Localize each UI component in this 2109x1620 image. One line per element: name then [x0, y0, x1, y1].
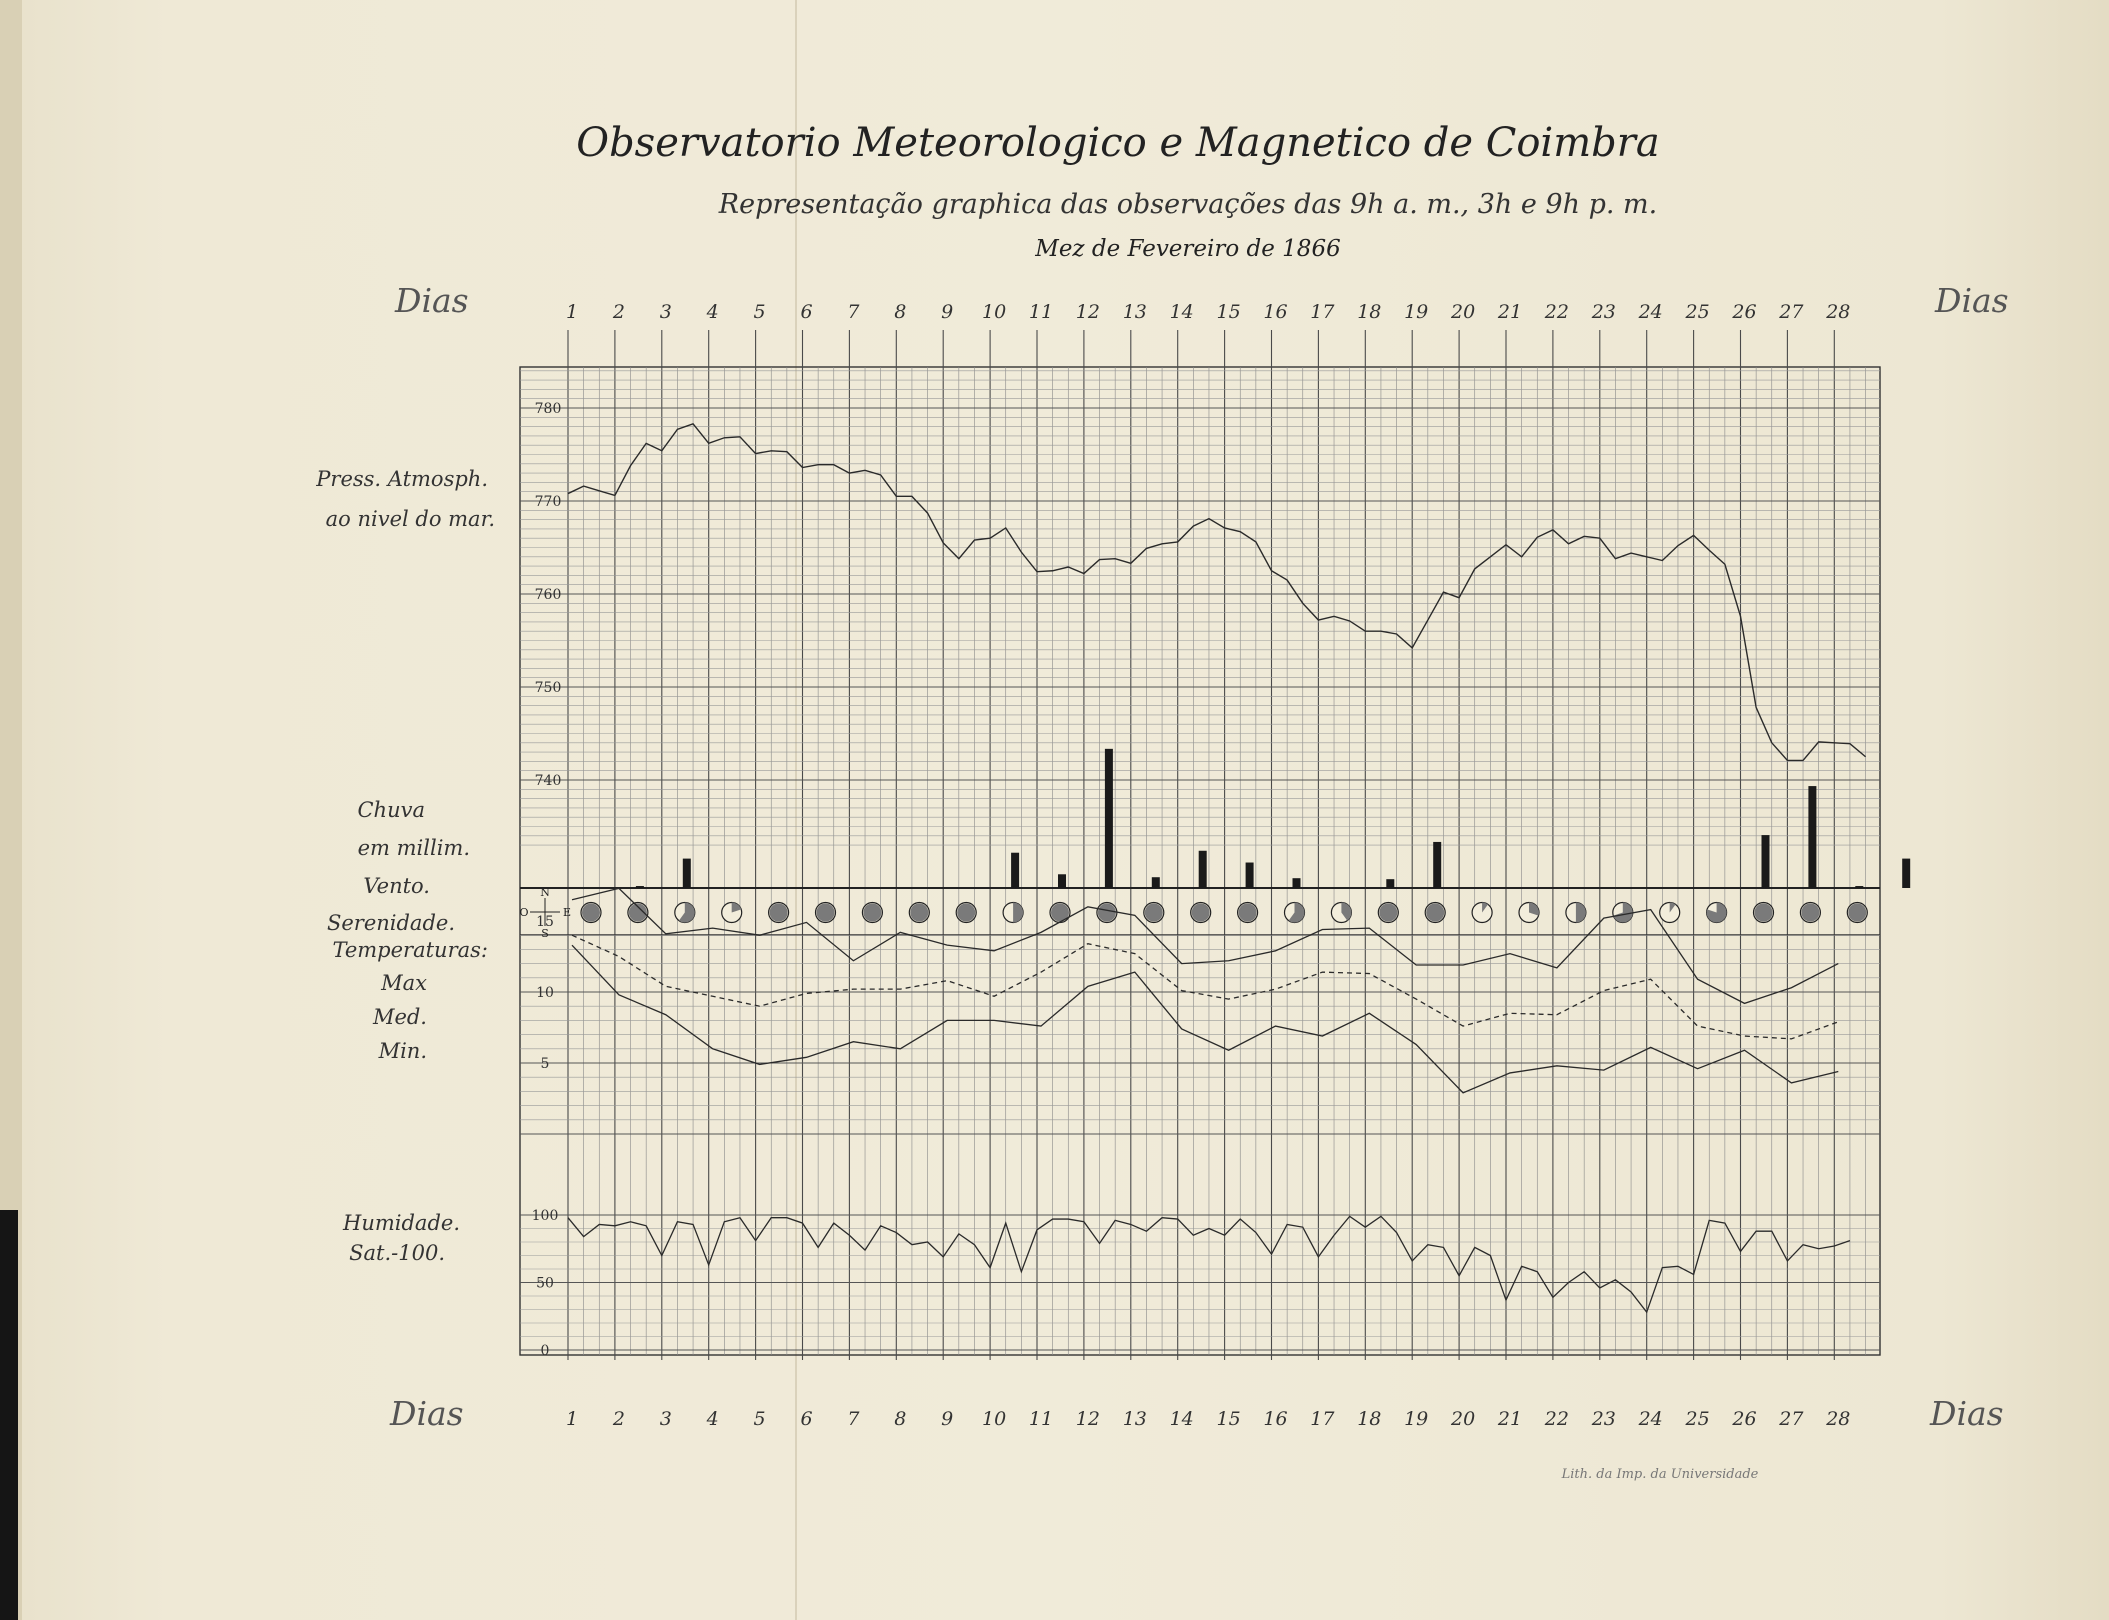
day-label-bottom: 18	[1357, 1408, 1382, 1430]
day-label-top: 3	[659, 301, 672, 323]
day-label-top: 26	[1732, 301, 1757, 323]
serenity-symbol	[1800, 903, 1820, 923]
serenity-symbol	[1847, 903, 1867, 923]
serenity-symbol	[816, 903, 836, 923]
day-label-top: 1	[565, 301, 579, 323]
day-label-top: 28	[1826, 301, 1851, 323]
day-label-top: 12	[1075, 301, 1100, 323]
humidity-label-2: Sat.-100.	[349, 1241, 445, 1265]
serenity-symbol	[1331, 903, 1351, 923]
day-label-top: 24	[1638, 301, 1663, 323]
serenity-fill	[910, 904, 928, 922]
day-labels-top	[566, 301, 1850, 323]
day-label-bottom: 11	[1028, 1408, 1054, 1430]
serenity-symbol	[675, 903, 695, 923]
temp-max-label: Max	[381, 971, 427, 995]
day-label-top: 15	[1216, 301, 1241, 323]
serenity-fill	[1848, 904, 1866, 922]
day-label-bottom: 16	[1263, 1408, 1288, 1430]
day-label-bottom: 23	[1591, 1408, 1616, 1430]
serenity-symbol	[1660, 903, 1680, 923]
day-label-top: 20	[1451, 301, 1476, 323]
chart-title: Observatorio Meteorologico e Magnetico de Coimbra	[576, 120, 1660, 166]
serenity-symbol	[909, 903, 929, 923]
day-label-bottom: 17	[1310, 1408, 1335, 1430]
compass-e: E	[562, 906, 572, 919]
day-label-top: 14	[1169, 301, 1194, 323]
temperature-line-min	[572, 945, 1838, 1093]
lithographer-credit: Lith. da Imp. da Universidade	[1561, 1467, 1759, 1482]
pressure-tick: 780	[534, 401, 562, 417]
serenity-symbol	[1097, 903, 1117, 923]
rain-bar	[1058, 874, 1066, 888]
day-label-top: 22	[1544, 301, 1569, 323]
day-label-top: 27	[1779, 301, 1804, 323]
serenity-fill	[1098, 904, 1116, 922]
day-label-top: 9	[941, 301, 954, 323]
day-label-top: 17	[1310, 301, 1335, 323]
temperature-line-med	[572, 935, 1838, 1039]
day-label-bottom: 7	[847, 1408, 860, 1430]
rain-bar	[1152, 877, 1160, 888]
serenity-symbol	[1144, 903, 1164, 923]
pressure-label-2: ao nivel do mar.	[325, 507, 495, 531]
serenity-fill	[1192, 904, 1210, 922]
serenity-label: Serenidade.	[326, 911, 455, 935]
day-label-bottom: 6	[800, 1408, 813, 1430]
pressure-series	[568, 424, 1866, 761]
serenity-symbol	[1472, 903, 1492, 923]
pressure-label-1: Press. Atmosph.	[316, 467, 488, 491]
serenity-symbol	[1378, 903, 1398, 923]
serenity-symbol	[1613, 903, 1633, 923]
day-label-bottom: 5	[753, 1408, 766, 1430]
rain-bar	[1011, 853, 1019, 888]
serenity-symbol	[1566, 903, 1586, 923]
compass-s: S	[541, 927, 549, 940]
serenity-symbol	[1003, 903, 1023, 923]
day-label-bottom: 19	[1404, 1408, 1429, 1430]
serenity-fill	[1145, 904, 1163, 922]
day-label-top: 4	[706, 301, 719, 323]
temp-min-label: Min.	[378, 1039, 427, 1063]
serenity-symbol	[1050, 903, 1070, 923]
pressure-axis-ticks	[535, 401, 562, 789]
rain-bar	[1855, 886, 1863, 888]
day-label-top: 25	[1685, 301, 1710, 323]
serenity-fill	[1239, 904, 1257, 922]
serenity-fill	[1379, 904, 1397, 922]
pressure-tick: 750	[534, 680, 562, 696]
humidity-tick: 100	[531, 1208, 559, 1224]
rain-bar	[1386, 879, 1394, 888]
rain-bar	[1105, 749, 1113, 888]
day-label-top: 2	[612, 301, 625, 323]
rain-bar	[1762, 835, 1770, 888]
humidity-label-1: Humidade.	[343, 1211, 460, 1235]
rain-label-2: em millim.	[357, 836, 470, 860]
day-label-bottom: 24	[1638, 1408, 1663, 1430]
temperature-tick: 10	[536, 985, 554, 1001]
days-word-bottom-left: Dias	[390, 1394, 464, 1433]
days-word-bottom-right: Dias	[1930, 1394, 2004, 1433]
day-label-bottom: 3	[659, 1408, 672, 1430]
serenity-symbol	[956, 903, 976, 923]
day-label-top: 23	[1591, 301, 1616, 323]
pressure-tick: 770	[534, 494, 562, 510]
day-label-bottom: 15	[1216, 1408, 1241, 1430]
serenity-fill	[957, 904, 975, 922]
serenity-symbol	[1425, 903, 1445, 923]
day-label-top: 11	[1028, 301, 1054, 323]
rain-bar	[1902, 859, 1910, 888]
day-label-bottom: 25	[1685, 1408, 1710, 1430]
serenity-fill	[1426, 904, 1444, 922]
day-label-top: 7	[847, 301, 860, 323]
serenity-symbol	[1238, 903, 1258, 923]
day-label-top: 5	[753, 301, 766, 323]
pressure-tick: 760	[534, 587, 562, 603]
serenity-symbol	[722, 903, 742, 923]
serenity-fill	[863, 904, 881, 922]
day-labels-bottom	[566, 1408, 1850, 1430]
temp-med-label: Med.	[372, 1005, 427, 1029]
rain-bar	[1293, 878, 1301, 888]
day-label-top: 18	[1357, 301, 1382, 323]
pressure-line	[568, 424, 1866, 761]
serenity-fill	[1801, 904, 1819, 922]
serenity-symbol	[769, 903, 789, 923]
day-label-bottom: 13	[1122, 1408, 1147, 1430]
day-label-bottom: 8	[894, 1408, 907, 1430]
rain-bar	[1433, 842, 1441, 888]
serenity-symbol	[1707, 903, 1727, 923]
plot-grid	[520, 330, 1880, 1360]
wind-label: Vento.	[363, 874, 430, 898]
serenity-symbol	[1191, 903, 1211, 923]
serenity-symbol	[1285, 903, 1305, 923]
humidity-tick: 0	[540, 1343, 550, 1359]
day-label-bottom: 14	[1169, 1408, 1194, 1430]
day-label-bottom: 9	[941, 1408, 954, 1430]
serenity-fill	[817, 904, 835, 922]
humidity-tick: 50	[536, 1275, 554, 1292]
day-label-bottom: 12	[1075, 1408, 1100, 1430]
days-word-top-left: Dias	[395, 281, 469, 320]
serenity-symbol	[1519, 903, 1539, 923]
day-label-bottom: 10	[982, 1408, 1007, 1430]
day-label-bottom: 1	[565, 1408, 579, 1430]
rain-bar	[636, 886, 644, 888]
temperature-tick: 5	[540, 1056, 550, 1072]
compass-o: O	[519, 906, 529, 919]
serenity-symbol	[1754, 903, 1774, 923]
day-label-top: 21	[1497, 301, 1523, 323]
rain-bar	[683, 859, 691, 888]
serenity-fill	[582, 904, 600, 922]
day-label-bottom: 4	[706, 1408, 719, 1430]
serenity-fill	[1755, 904, 1773, 922]
rain-bar	[1808, 786, 1816, 888]
serenity-symbol	[862, 903, 882, 923]
days-word-top-right: Dias	[1935, 281, 2009, 320]
compass-n: N	[540, 886, 550, 899]
day-label-top: 19	[1404, 301, 1429, 323]
day-label-bottom: 28	[1826, 1408, 1851, 1430]
day-label-top: 13	[1122, 301, 1147, 323]
chart-month: Mez de Fevereiro de 1866	[1035, 236, 1341, 262]
day-label-bottom: 20	[1451, 1408, 1476, 1430]
temperatures-label: Temperaturas:	[332, 938, 488, 962]
rain-label-1: Chuva	[357, 798, 425, 822]
day-label-top: 6	[800, 301, 813, 323]
compass-rose	[519, 886, 571, 940]
rain-bars	[636, 749, 1910, 888]
day-label-bottom: 27	[1779, 1408, 1804, 1430]
rain-bar	[1199, 851, 1207, 888]
rain-bar	[1246, 863, 1254, 888]
pressure-tick: 740	[534, 773, 562, 789]
day-label-top: 8	[894, 301, 907, 323]
day-label-bottom: 22	[1544, 1408, 1569, 1430]
day-label-top: 10	[982, 301, 1007, 323]
day-label-top: 16	[1263, 301, 1288, 323]
chart-subtitle: Representação graphica das observações das 9h a. m., 3h e 9h p. m.	[718, 189, 1658, 220]
day-label-bottom: 26	[1732, 1408, 1757, 1430]
day-label-bottom: 2	[612, 1408, 625, 1430]
temperature-tick: 15	[536, 914, 554, 930]
day-label-bottom: 21	[1497, 1408, 1523, 1430]
serenity-symbol	[581, 903, 601, 923]
serenity-symbol	[628, 903, 648, 923]
serenity-fill	[770, 904, 788, 922]
